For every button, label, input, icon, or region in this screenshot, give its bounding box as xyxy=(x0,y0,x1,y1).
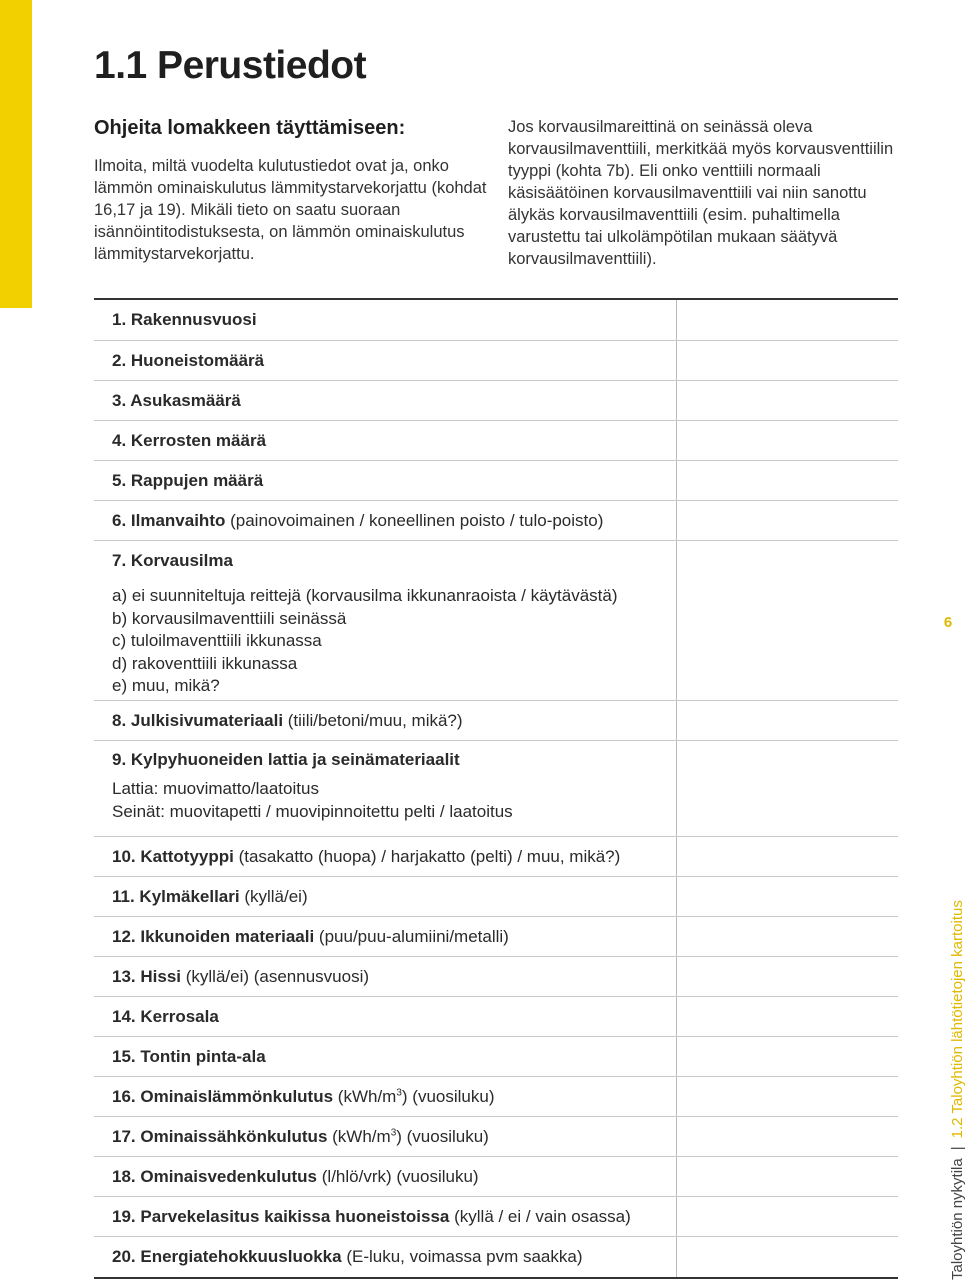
side-running-header xyxy=(948,900,968,1280)
row-label-bold: Ikkunoiden materiaali xyxy=(140,926,315,946)
row-label-hint-end: ) (vuosiluku) xyxy=(401,1086,495,1106)
row-number: 16. xyxy=(112,1086,141,1106)
row-label: 3. Asukasmäärä xyxy=(112,390,241,410)
row-label xyxy=(112,711,672,731)
form-row-rappujen-maara[interactable] xyxy=(94,461,898,501)
row-label xyxy=(112,1167,672,1187)
row-number: 10. xyxy=(112,846,141,866)
row-label: 9. Kylpyhuoneiden lattia ja seinämateriaalit xyxy=(112,750,460,769)
row-label xyxy=(112,1087,672,1107)
wall-material: Seinät: muovitapetti / muovipinnoitettu pelti / laatoitus xyxy=(112,801,513,821)
row-label-bold: Kattotyyppi xyxy=(140,846,234,866)
row-label-bold: Kylmäkellari xyxy=(139,886,240,906)
row-number: 12. xyxy=(112,926,141,946)
side-section-current: Taloyhtiön nykytila xyxy=(949,1158,966,1280)
row-label-bold: Ominaisvedenkulutus xyxy=(140,1166,318,1186)
row-label-hint: (painovoimainen / koneellinen poisto / tulo-poisto) xyxy=(225,510,604,530)
row-label xyxy=(112,1207,672,1227)
unit-superscript: 3 xyxy=(390,1126,397,1138)
instructions-heading: Ohjeita lomakkeen täyttämiseen: xyxy=(94,117,406,139)
form-row-ominaissahkonkulutus[interactable] xyxy=(94,1117,898,1157)
row-label-hint: (kyllä/ei) xyxy=(239,886,308,906)
instructions-text: Ilmoita, miltä vuodelta kulutustiedot ovat ja, onko lämmön ominaiskulutus lämmitystarvekorjattu (kohdat 16,17 ja 19). Mikäli tieto on saatu suoraan isännöintitodistuksesta, on lämmön ominaiskulutus lämmitystarvekorjattu. xyxy=(94,157,487,263)
form-row-kattotyyppi[interactable] xyxy=(94,837,898,877)
row-label xyxy=(112,847,672,867)
option-e: e) muu, mikä? xyxy=(112,676,220,695)
row-number: 13. xyxy=(112,966,141,986)
form-row-energiatehokkuusluokka[interactable] xyxy=(94,1237,898,1277)
row-number: 14. xyxy=(112,1006,141,1026)
row-label-bold: Kerrosala xyxy=(140,1006,219,1026)
side-section-next: 1.2 Taloyhtiön lähtötietojen kartoitus xyxy=(949,900,966,1139)
option-a: a) ei suunniteltuja reittejä (korvausilma ikkunanraoista / käytävästä) xyxy=(112,586,618,605)
form-row-julkisivumateriaali[interactable] xyxy=(94,701,898,741)
row-label-hint: (kyllä/ei) (asennusvuosi) xyxy=(181,966,370,986)
form-row-huoneistomaara[interactable] xyxy=(94,341,898,381)
row-label xyxy=(112,1247,672,1267)
row-label-hint: (l/hlö/vrk) (vuosiluku) xyxy=(317,1166,479,1186)
korvausilma-options xyxy=(112,585,898,698)
row-label-hint: (puu/puu-alumiini/metalli) xyxy=(314,926,509,946)
row-label-hint: (kWh/m xyxy=(333,1086,397,1106)
form-row-hissi[interactable] xyxy=(94,957,898,997)
row-label: 2. Huoneistomäärä xyxy=(112,350,265,370)
row-label-hint: (tasakatto (huopa) / harjakatto (pelti) / muu, mikä?) xyxy=(233,846,621,866)
form-row-parvekelasitus[interactable] xyxy=(94,1197,898,1237)
row-label-bold: Tontin pinta-ala xyxy=(140,1046,266,1066)
page-number: 6 xyxy=(943,614,953,631)
form-row-rakennusvuosi[interactable] xyxy=(94,300,898,341)
option-b: b) korvausilmaventtiili seinässä xyxy=(112,608,347,628)
row-label-bold: 6. Ilmanvaihto xyxy=(112,510,226,530)
row-label xyxy=(112,1007,672,1027)
side-separator: | xyxy=(949,1146,966,1151)
row-number: 15. xyxy=(112,1046,141,1066)
row-label-bold: Energiatehokkuusluokka xyxy=(140,1247,342,1266)
row-label-bold: 8. Julkisivumateriaali xyxy=(112,710,284,730)
row-number: 11. xyxy=(112,886,140,906)
row-label-hint: (kyllä / ei / vain osassa) xyxy=(449,1206,631,1226)
basic-info-form xyxy=(94,298,898,1279)
option-d: d) rakoventtiili ikkunassa xyxy=(112,653,298,673)
page-title: 1.1 Perustiedot xyxy=(94,44,367,87)
row-number: 18. xyxy=(112,1166,141,1186)
floor-material: Lattia: muovimatto/laatoitus xyxy=(112,779,319,798)
row-label xyxy=(112,1127,672,1147)
row-label xyxy=(112,1047,672,1067)
row-label xyxy=(112,511,672,531)
unit-superscript: 3 xyxy=(396,1086,402,1098)
form-row-korvausilma[interactable] xyxy=(94,541,898,701)
form-row-ilmanvaihto[interactable] xyxy=(94,501,898,541)
row-label: 7. Korvausilma xyxy=(112,551,233,570)
row-label-bold: Hissi xyxy=(140,966,181,986)
row-label-bold: Parvekelasitus kaikissa huoneistoissa xyxy=(140,1206,450,1226)
row-label-bold: Ominaissähkönkulutus xyxy=(140,1126,328,1146)
row-label: 1. Rakennusvuosi xyxy=(112,310,257,329)
form-row-kerrosala[interactable] xyxy=(94,997,898,1037)
row-label-hint-end: ) (vuosiluku) xyxy=(396,1126,489,1146)
yellow-accent-bar xyxy=(0,0,32,308)
row-number: 20. xyxy=(112,1247,141,1266)
form-row-ikkunoiden-materiaali[interactable] xyxy=(94,917,898,957)
row-label-hint: (E-luku, voimassa pvm saakka) xyxy=(341,1247,583,1266)
row-label xyxy=(112,887,672,907)
row-label xyxy=(112,967,672,987)
ventilation-note: Jos korvausilmareittinä on seinässä oleva korvausilmaventtiili, merkitkää myös korvausventtiilin tyyppi (kohta 7b). Eli onko venttiili normaali käsisäätöinen korvausilmaventtiili vai niin sanottu älykäs korvausilmaventtiili (esim. puhaltimella varustettu tai ulkolämpötilan mukaan säätyvä korvausilmaventtiili). xyxy=(508,118,894,268)
row-number: 19. xyxy=(112,1206,141,1226)
form-row-kylmakellari[interactable] xyxy=(94,877,898,917)
form-row-ominaisvedenkulutus[interactable] xyxy=(94,1157,898,1197)
form-row-kylpyhuoneet[interactable] xyxy=(94,741,898,837)
row-label xyxy=(112,927,672,947)
row-label-bold: Ominaislämmönkulutus xyxy=(140,1086,334,1106)
row-label: 4. Kerrosten määrä xyxy=(112,430,267,450)
form-row-ominaislammonkulutus[interactable] xyxy=(94,1077,898,1117)
row-label: 5. Rappujen määrä xyxy=(112,470,264,490)
form-row-tontin-pinta-ala[interactable] xyxy=(94,1037,898,1077)
row-label-hint: (tiili/betoni/muu, mikä?) xyxy=(283,710,463,730)
row-label-hint: (kWh/m xyxy=(327,1126,391,1146)
form-row-kerrosten-maara[interactable] xyxy=(94,421,898,461)
row-number: 17. xyxy=(112,1126,141,1146)
kylpyhuone-materials xyxy=(112,778,898,823)
form-row-asukasmaara[interactable] xyxy=(94,381,898,421)
option-c: c) tuloilmaventtiili ikkunassa xyxy=(112,631,322,650)
